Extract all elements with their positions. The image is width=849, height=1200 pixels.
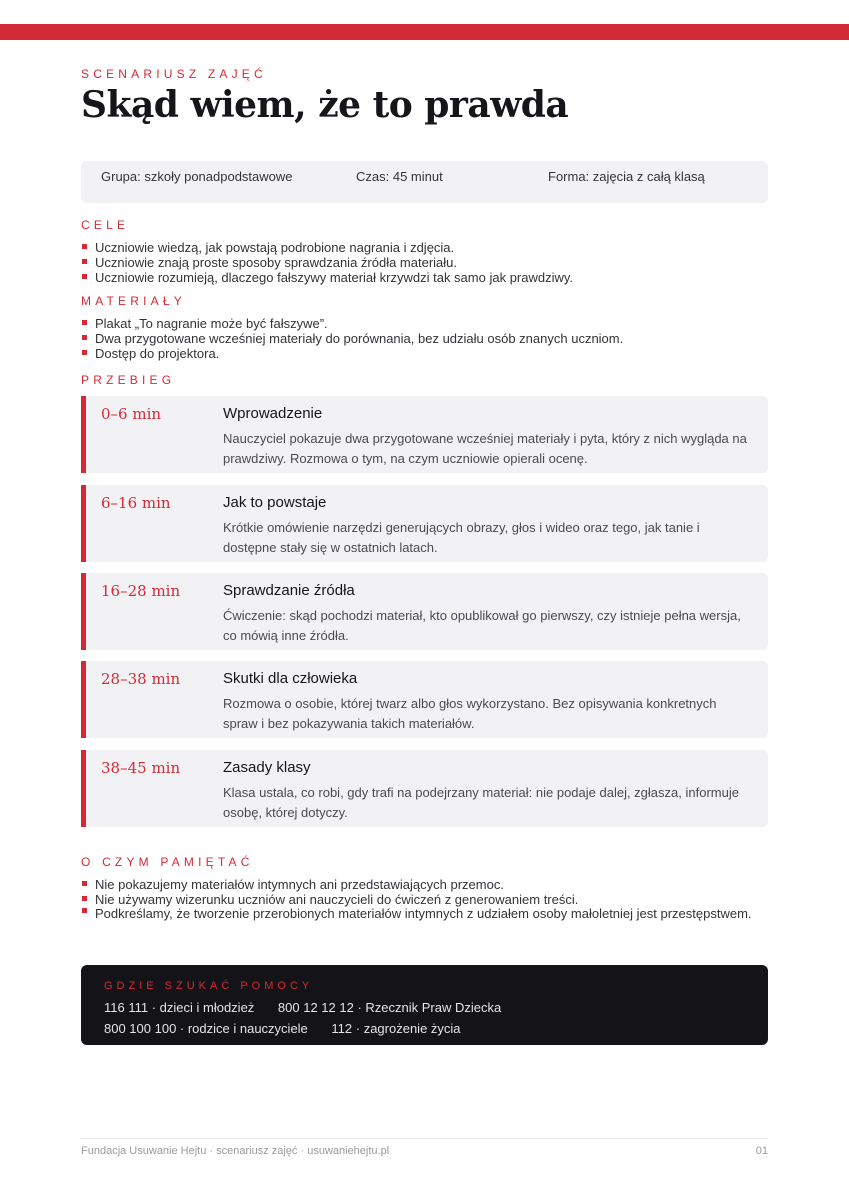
list-item: Nie używamy wizerunku uczniów ani nauczycieli do ćwiczeń z generowaniem treści. — [81, 892, 771, 907]
meta-group: Grupa: szkoły ponadpodstawowe — [101, 169, 293, 184]
step-accent-bar — [81, 485, 86, 562]
help-box — [81, 965, 768, 1045]
meta-time: Czas: 45 minut — [356, 169, 443, 184]
step-accent-bar — [81, 661, 86, 738]
section-label-agenda: PRZEBIEG — [81, 373, 176, 387]
list-item: Uczniowie wiedzą, jak powstają podrobione nagrania i zdjęcia. — [81, 240, 771, 255]
section-label-goals: CELE — [81, 218, 130, 232]
list-item: Plakat „To nagranie może być fałszywe”. — [81, 316, 771, 331]
step-accent-bar — [81, 573, 86, 650]
top-accent-bar — [0, 24, 849, 40]
remember-list — [81, 877, 771, 924]
helpline-children: 116 111 · dzieci i młodzież — [104, 1000, 255, 1015]
list-item: Uczniowie znają proste sposoby sprawdzania źródła materiału. — [81, 255, 771, 270]
step-time: 0–6 min — [101, 405, 162, 423]
meta-form: Forma: zajęcia z całą klasą — [548, 169, 705, 184]
help-row — [104, 1000, 521, 1015]
list-item: Dwa przygotowane wcześniej materiały do porównania, bez udziału osób znanych uczniom. — [81, 331, 771, 346]
footer-text: Fundacja Usuwanie Hejtu · scenariusz zajęć · usuwaniehejtu.pl — [81, 1145, 390, 1157]
list-item: Podkreślamy, że tworzenie przerobionych materiałów intymnych z udziałem osoby małoletniej jest przestępstwem. — [81, 904, 771, 924]
footer-divider — [81, 1138, 768, 1139]
list-item: Nie pokazujemy materiałów intymnych ani przedstawiających przemoc. — [81, 877, 771, 892]
step-title: Jak to powstaje — [223, 494, 327, 511]
step-description: Krótkie omówienie narzędzi generujących obrazy, głos i wideo oraz tego, jak tanie i dostępne stały się w ostatnich latach. — [223, 520, 700, 555]
step-time: 6–16 min — [101, 494, 171, 512]
help-row — [104, 1021, 481, 1036]
step-title: Sprawdzanie źródła — [223, 582, 355, 599]
agenda-step — [81, 750, 768, 827]
step-accent-bar — [81, 750, 86, 827]
step-accent-bar — [81, 396, 86, 473]
helpline-parents: 800 100 100 · rodzice i nauczyciele — [104, 1021, 308, 1036]
step-description: Nauczyciel pokazuje dwa przygotowane wcześniej materiały i pyta, który z nich wygląda na prawdziwy. Rozmowa o tym, na czym uczniowie opierali ocenę. — [223, 431, 747, 466]
step-description: Ćwiczenie: skąd pochodzi materiał, kto opublikował go pierwszy, czy istnieje pełna wersja, co mówią inne źródła. — [223, 608, 741, 643]
section-label-materials: MATERIAŁY — [81, 294, 186, 308]
materials-list — [81, 316, 771, 361]
goals-list — [81, 240, 771, 285]
step-time: 28–38 min — [101, 670, 181, 688]
step-title: Skutki dla człowieka — [223, 670, 358, 687]
agenda-step — [81, 661, 768, 738]
agenda-step — [81, 485, 768, 562]
document-eyebrow: SCENARIUSZ ZAJĘĆ — [81, 67, 267, 81]
lesson-meta-box — [81, 161, 768, 203]
list-item: Uczniowie rozumieją, dlaczego fałszywy materiał krzywdzi tak samo jak prawdziwy. — [81, 270, 771, 285]
step-description: Klasa ustala, co robi, gdy trafi na podejrzany materiał: nie podaje dalej, zgłasza, informuje osobę, której dotyczy. — [223, 785, 739, 820]
step-time: 16–28 min — [101, 582, 181, 600]
help-label: GDZIE SZUKAĆ POMOCY — [104, 980, 314, 992]
section-label-remember: O CZYM PAMIĘTAĆ — [81, 855, 254, 869]
step-title: Wprowadzenie — [223, 405, 323, 422]
helpline-ombudsman: 800 12 12 12 · Rzecznik Praw Dziecka — [277, 1000, 502, 1015]
document-title: Skąd wiem, że to prawda — [81, 84, 569, 126]
list-item: Dostęp do projektora. — [81, 346, 771, 361]
step-title: Zasady klasy — [223, 759, 311, 776]
step-time: 38–45 min — [101, 759, 181, 777]
step-description: Rozmowa o osobie, której twarz albo głos wykorzystano. Bez opisywania konkretnych spraw i bez pokazywania takich materiałów. — [223, 696, 717, 731]
page-number: 01 — [755, 1145, 768, 1157]
helpline-emergency: 112 · zagrożenie życia — [331, 1021, 461, 1036]
agenda-step — [81, 573, 768, 650]
agenda-step — [81, 396, 768, 473]
